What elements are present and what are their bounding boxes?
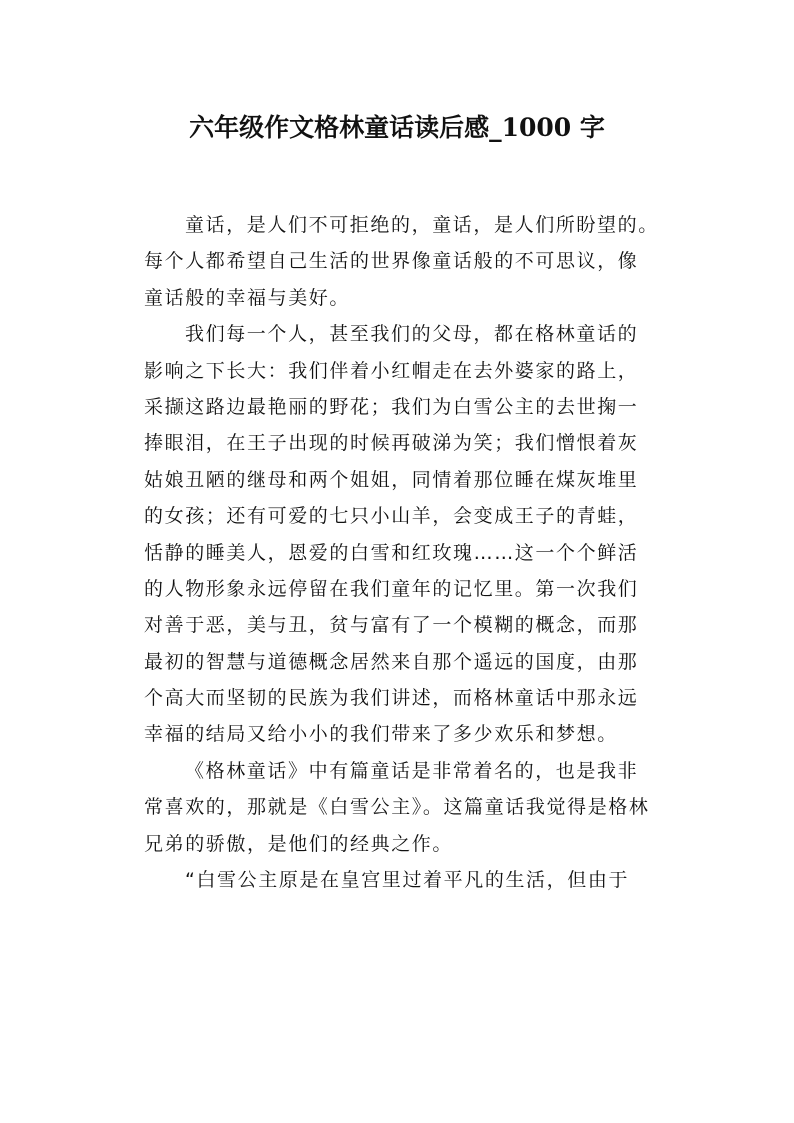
document-title: 六年级作文格林童话读后感_1000 字 bbox=[189, 113, 605, 142]
paragraph-2 bbox=[144, 316, 684, 753]
text-line: 童话，是人们不可拒绝的，童话，是人们所盼望的。 bbox=[185, 214, 659, 236]
document-body bbox=[144, 207, 684, 898]
text-line: 《格林童话》中有篇童话是非常着名的，也是我非 bbox=[185, 759, 639, 782]
text-line: 捧眼泪，在王子出现的时候再破涕为笑；我们憎恨着灰 bbox=[144, 432, 639, 455]
paragraph-1 bbox=[144, 207, 684, 316]
text-line: 个高大而坚韧的民族为我们讲述，而格林童话中那永远 bbox=[144, 687, 639, 710]
text-line: 的女孩；还有可爱的七只小山羊，会变成王子的青蛙， bbox=[144, 505, 639, 528]
text-line: 我们每一个人，甚至我们的父母，都在格林童话的 bbox=[185, 323, 639, 346]
text-line: 影响之下长大：我们伴着小红帽走在去外婆家的路上， bbox=[144, 359, 639, 382]
text-line: 童话般的幸福与美好。 bbox=[144, 286, 351, 309]
text-line: 幸福的结局又给小小的我们带来了多少欢乐和梦想。 bbox=[144, 723, 618, 746]
text-line: 姑娘丑陋的继母和两个姐姐，同情着那位睡在煤灰堆里 bbox=[144, 468, 639, 491]
text-line: 常喜欢的，那就是《白雪公主》。这篇童话我觉得是格林 bbox=[144, 796, 650, 819]
text-line: 最初的智慧与道德概念居然来自那个遥远的国度，由那 bbox=[144, 650, 639, 673]
text-line: “白雪公主原是在皇宫里过着平凡的生活，但由于 bbox=[185, 869, 630, 892]
text-line: 的人物形象永远停留在我们童年的记忆里。第一次我们 bbox=[144, 577, 639, 600]
paragraph-4 bbox=[144, 862, 684, 898]
text-line: 对善于恶，美与丑，贫与富有了一个模糊的概念，而那 bbox=[144, 614, 639, 637]
paragraph-3 bbox=[144, 753, 684, 862]
text-line: 采撷这路边最艳丽的野花；我们为白雪公主的去世掬一 bbox=[144, 395, 639, 418]
text-line: 每个人都希望自己生活的世界像童话般的不可思议，像 bbox=[144, 250, 639, 273]
text-line: 恬静的睡美人，恩爱的白雪和红玫瑰……这一个个鲜活 bbox=[144, 541, 639, 564]
text-line: 兄弟的骄傲，是他们的经典之作。 bbox=[144, 832, 454, 855]
